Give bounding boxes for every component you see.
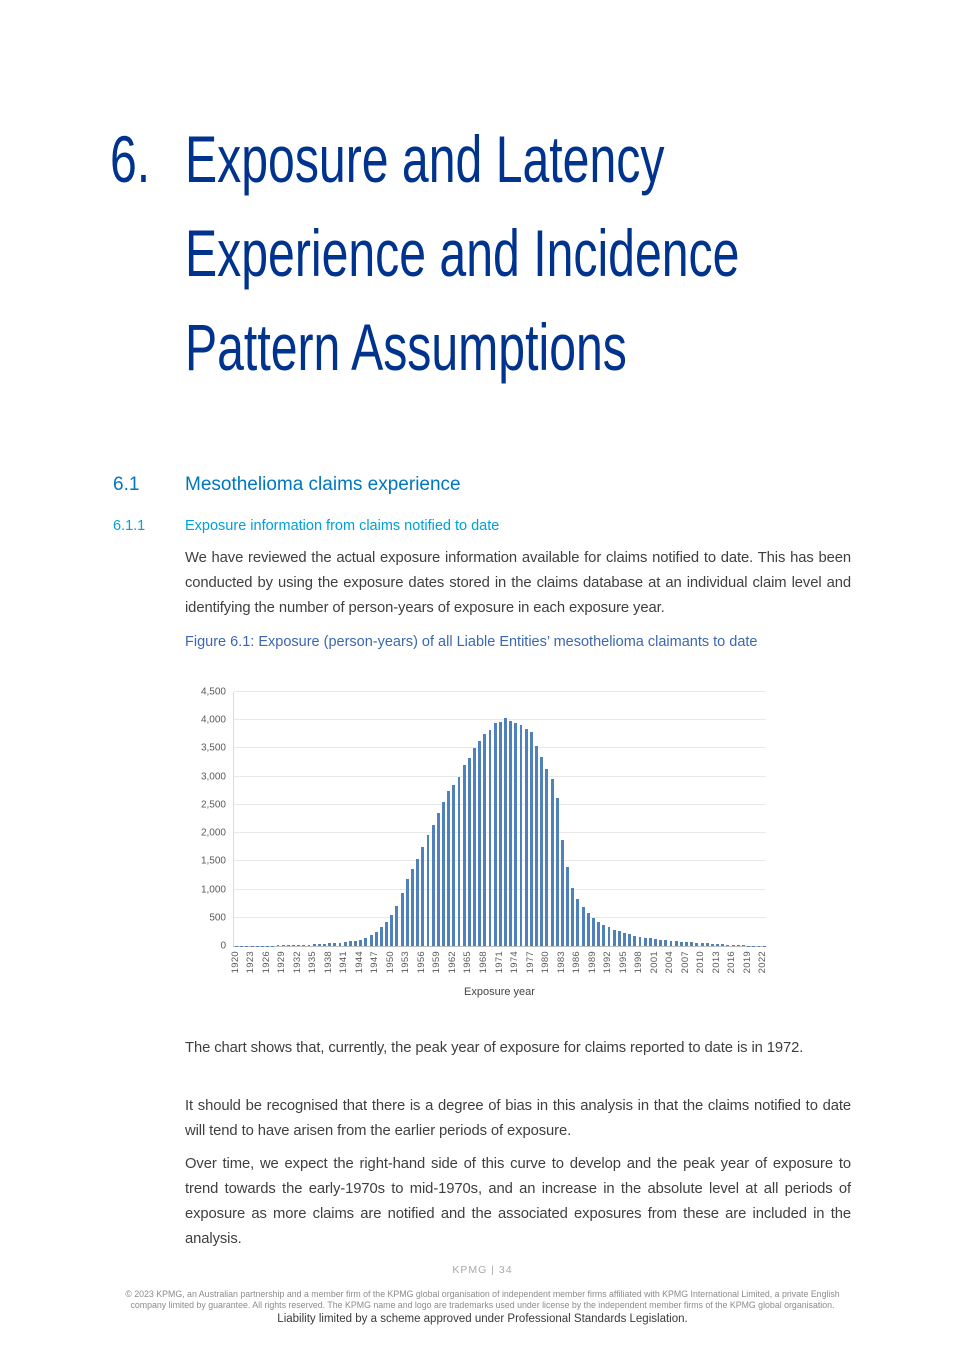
bar-2000 xyxy=(649,938,652,946)
bar-1931 xyxy=(292,945,295,946)
bar-1961 xyxy=(447,791,450,946)
section-heading-6-1 xyxy=(113,474,461,496)
bar-2007 xyxy=(685,942,688,946)
x-axis-label-1968: 1968 xyxy=(477,951,489,974)
bar-1956 xyxy=(421,847,424,946)
bar-1929 xyxy=(282,945,285,946)
bar-1936 xyxy=(318,944,321,946)
x-axis-label-2019: 2019 xyxy=(741,951,753,974)
x-axis-title: Exposure year xyxy=(464,986,535,998)
chart-corner-spacer xyxy=(197,947,233,985)
bar-1928 xyxy=(277,945,280,946)
x-axis-label-1944: 1944 xyxy=(353,951,365,974)
x-axis-label-1995: 1995 xyxy=(617,951,629,974)
bar-1986 xyxy=(576,899,579,946)
chart-corner-spacer-2 xyxy=(197,985,233,998)
bar-1980 xyxy=(545,769,548,946)
bar-1930 xyxy=(287,945,290,946)
bar-1998 xyxy=(639,937,642,946)
y-axis-label-4000: 4,000 xyxy=(200,714,226,726)
x-axis-label-1929: 1929 xyxy=(276,951,288,974)
x-axis-label-1941: 1941 xyxy=(338,951,350,974)
footer-liability: Liability limited by a scheme approved under Professional Standards Legislation. xyxy=(277,1313,688,1325)
bar-1994 xyxy=(618,931,621,946)
bar-2003 xyxy=(664,940,667,946)
chapter-number: 6. xyxy=(110,122,151,196)
bar-1993 xyxy=(613,930,616,946)
x-axis-label-1926: 1926 xyxy=(260,951,272,974)
bar-1940 xyxy=(339,943,342,946)
bar-1939 xyxy=(333,943,336,946)
bar-1966 xyxy=(473,748,476,946)
x-axis-label-1923: 1923 xyxy=(245,951,257,974)
x-axis-label-1986: 1986 xyxy=(571,951,583,974)
bar-2008 xyxy=(690,942,693,946)
chapter-title xyxy=(185,112,945,394)
bar-1937 xyxy=(323,944,326,946)
bar-1942 xyxy=(349,941,352,946)
x-axis-label-1977: 1977 xyxy=(524,951,536,974)
bar-1978 xyxy=(535,746,538,946)
bar-1983 xyxy=(561,840,564,946)
y-axis-label-2000: 2,000 xyxy=(200,827,226,839)
bar-1982 xyxy=(556,798,559,946)
bar-1957 xyxy=(427,835,430,946)
bar-1958 xyxy=(432,825,435,946)
x-axis-label-1920: 1920 xyxy=(229,951,241,974)
x-axis-label-1962: 1962 xyxy=(446,951,458,974)
x-axis-label-1947: 1947 xyxy=(369,951,381,974)
bar-1968 xyxy=(483,734,486,946)
bar-2018 xyxy=(742,945,745,946)
bar-1992 xyxy=(608,927,611,946)
x-axis-label-2010: 2010 xyxy=(695,951,707,974)
x-axis-label-1959: 1959 xyxy=(431,951,443,974)
bar-1976 xyxy=(525,729,528,946)
x-axis-label-1950: 1950 xyxy=(384,951,396,974)
chart-y-axis xyxy=(197,686,233,952)
bar-1935 xyxy=(313,944,316,946)
bar-1965 xyxy=(468,758,471,946)
bar-1953 xyxy=(406,879,409,946)
bar-1955 xyxy=(416,859,419,946)
bar-2002 xyxy=(659,940,662,946)
bar-2009 xyxy=(695,943,698,946)
bar-1963 xyxy=(458,777,461,946)
paragraph-peak-year: The chart shows that, currently, the peak year of exposure for claims reported to date is in 1972. xyxy=(185,1040,804,1056)
bar-slot-2022 xyxy=(762,692,767,946)
y-axis-label-0: 0 xyxy=(220,940,226,952)
bar-1948 xyxy=(380,927,383,946)
subsection-title: Exposure information from claims notified to date xyxy=(185,518,500,534)
bar-1960 xyxy=(442,802,445,946)
x-axis-label-1989: 1989 xyxy=(586,951,598,974)
bar-1987 xyxy=(582,907,585,947)
bar-1950 xyxy=(390,915,393,946)
chapter-title-line-1: Exposure and Latency xyxy=(185,122,665,196)
y-axis-label-1000: 1,000 xyxy=(200,884,226,896)
bar-1932 xyxy=(297,945,300,946)
y-axis-label-3500: 3,500 xyxy=(200,742,226,754)
bar-2012 xyxy=(711,944,714,946)
bar-1988 xyxy=(587,913,590,946)
bar-1979 xyxy=(540,757,543,946)
bar-1989 xyxy=(592,918,595,946)
bar-1977 xyxy=(530,732,533,946)
bar-2004 xyxy=(670,941,673,946)
bar-1972 xyxy=(504,718,507,946)
bar-1945 xyxy=(364,938,367,946)
figure-caption: Figure 6.1: Exposure (person-years) of all Liable Entities’ mesothelioma claimants to date xyxy=(185,634,758,650)
bar-2013 xyxy=(716,944,719,946)
bar-1943 xyxy=(354,941,357,946)
subsection-heading-6-1-1 xyxy=(113,518,499,534)
bar-1971 xyxy=(499,722,502,946)
subsection-number: 6.1.1 xyxy=(113,518,146,534)
bar-1975 xyxy=(520,725,523,946)
chapter-title-line-3: Pattern Assumptions xyxy=(185,310,627,384)
bar-2006 xyxy=(680,942,683,947)
bar-2005 xyxy=(675,941,678,946)
bar-1964 xyxy=(463,765,466,946)
bar-1951 xyxy=(395,906,398,946)
bar-1938 xyxy=(328,943,331,946)
bar-1974 xyxy=(514,723,517,946)
x-axis-label-1956: 1956 xyxy=(415,951,427,974)
bar-2010 xyxy=(701,943,704,946)
figure-6-1-chart xyxy=(197,686,769,998)
bar-2019 xyxy=(747,946,750,947)
paragraph-over-time: Over time, we expect the right-hand side of this curve to develop and the peak year of exposure to trend towards the early-1970s to mid-1970s, and an increase in the absolute level at all periods of exposure as more claims are notified and the associated exposures from these are included in the analysis. xyxy=(185,1156,851,1247)
y-axis-label-3000: 3,000 xyxy=(200,771,226,783)
x-axis-label-2004: 2004 xyxy=(664,951,676,974)
x-axis-label-1998: 1998 xyxy=(633,951,645,974)
x-axis-label-1971: 1971 xyxy=(493,951,505,974)
y-axis-label-2500: 2,500 xyxy=(200,799,226,811)
bar-1969 xyxy=(489,730,492,946)
bar-1997 xyxy=(633,936,636,946)
bar-1973 xyxy=(509,721,512,946)
y-axis-label-4500: 4,500 xyxy=(200,686,226,698)
bar-1949 xyxy=(385,922,388,946)
bar-1996 xyxy=(628,934,631,946)
y-axis-label-1500: 1,500 xyxy=(200,855,226,867)
x-axis-label-1965: 1965 xyxy=(462,951,474,974)
bar-1941 xyxy=(344,942,347,946)
x-axis-label-2016: 2016 xyxy=(726,951,738,974)
chapter-title-line-2: Experience and Incidence xyxy=(185,216,740,290)
bar-1985 xyxy=(571,888,574,946)
bar-1934 xyxy=(308,945,311,946)
footer-copyright: © 2023 KPMG, an Australian partnership and a member firm of the KPMG global organisation of independent member firms affiliated with KPMG International Limited, a private English company limited by guarantee. All rights reserved. The KPMG name and logo are trademarks used under license by the independent member firms of the KPMG global organisation. xyxy=(125,1289,840,1310)
bar-1991 xyxy=(602,925,605,946)
x-axis-label-1983: 1983 xyxy=(555,951,567,974)
bar-1946 xyxy=(370,935,373,946)
chapter-number-column xyxy=(110,112,185,394)
x-axis-label-1932: 1932 xyxy=(291,951,303,974)
bar-1981 xyxy=(551,779,554,946)
chapter-heading xyxy=(110,112,945,394)
paragraph-intro: We have reviewed the actual exposure information available for claims notified to date. This has been conducted by using the exposure dates stored in the claims database at an individual claim level and identifying the number of person-years of exposure in each exposure year. xyxy=(185,550,851,616)
chart-x-axis xyxy=(229,947,769,985)
x-axis-label-1935: 1935 xyxy=(307,951,319,974)
bar-1990 xyxy=(597,922,600,946)
bar-2011 xyxy=(706,943,709,946)
bar-1954 xyxy=(411,869,414,946)
bar-1995 xyxy=(623,933,626,946)
bar-1952 xyxy=(401,893,404,946)
page-number: KPMG | 34 xyxy=(452,1264,513,1276)
bar-2001 xyxy=(654,939,657,946)
bar-2015 xyxy=(726,945,729,946)
section-title: Mesothelioma claims experience xyxy=(185,474,461,495)
x-axis-label-1953: 1953 xyxy=(400,951,412,974)
x-axis-label-1980: 1980 xyxy=(540,951,552,974)
bar-1933 xyxy=(302,945,305,946)
chart-grid xyxy=(197,686,769,998)
bar-2016 xyxy=(732,945,735,946)
x-axis-label-2013: 2013 xyxy=(710,951,722,974)
bar-1984 xyxy=(566,867,569,946)
bar-1967 xyxy=(478,741,481,946)
bar-1947 xyxy=(375,932,378,946)
bar-1962 xyxy=(452,785,455,946)
x-axis-label-2007: 2007 xyxy=(679,951,691,974)
x-axis-label-1938: 1938 xyxy=(322,951,334,974)
x-axis-label-1992: 1992 xyxy=(602,951,614,974)
bar-2014 xyxy=(721,944,724,946)
paragraph-bias: It should be recognised that there is a degree of bias in this analysis in that the claims notified to date will tend to have arisen from the earlier periods of exposure. xyxy=(185,1098,851,1139)
bar-1944 xyxy=(359,940,362,946)
x-axis-label-2001: 2001 xyxy=(648,951,660,974)
y-axis-label-500: 500 xyxy=(209,912,226,924)
bar-2017 xyxy=(737,945,740,946)
chart-plot xyxy=(233,692,766,947)
bar-1959 xyxy=(437,813,440,946)
x-axis-label-1974: 1974 xyxy=(509,951,521,974)
bar-1999 xyxy=(644,938,647,946)
section-number: 6.1 xyxy=(113,474,140,495)
x-axis-label-2022: 2022 xyxy=(757,951,769,974)
bar-1970 xyxy=(494,723,497,946)
